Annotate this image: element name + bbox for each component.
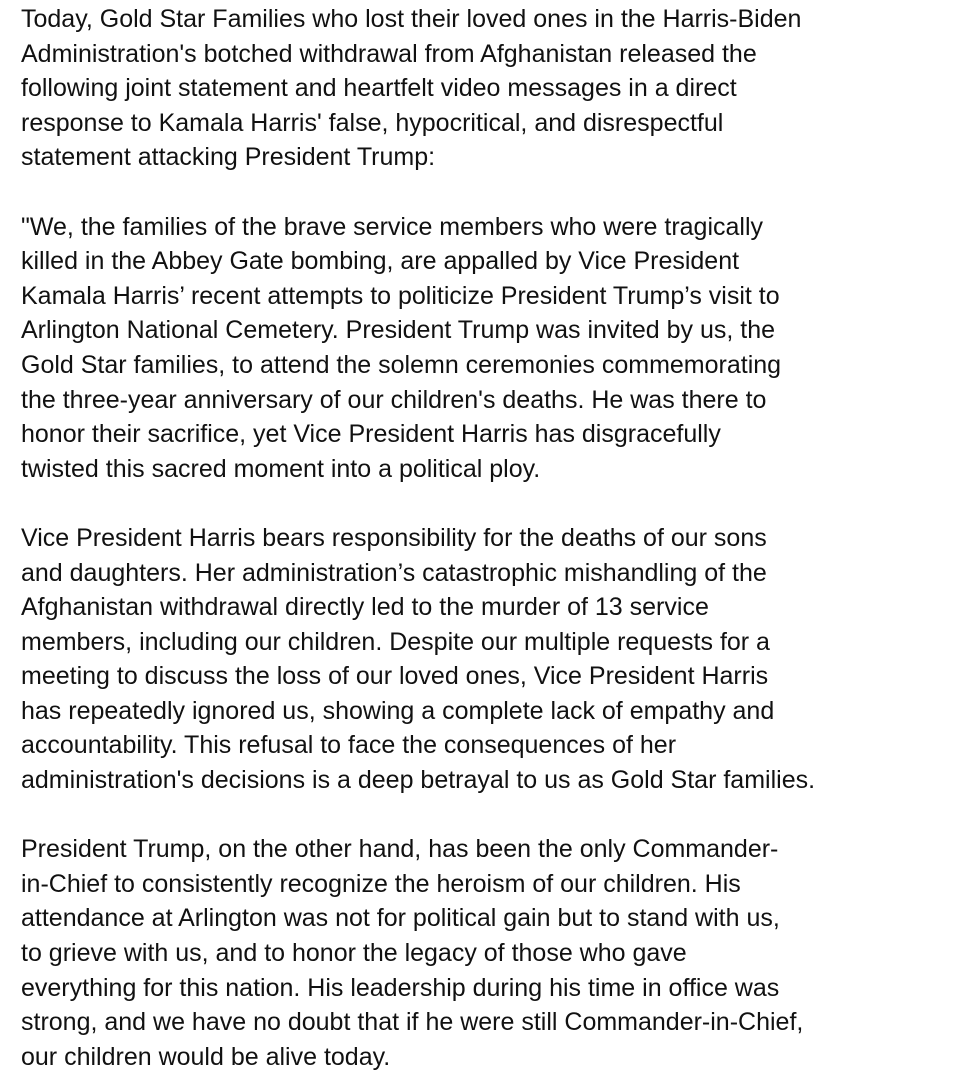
text-line: members, including our children. Despite our multiple requests for a xyxy=(21,627,770,656)
text-line: twisted this sacred moment into a political ploy. xyxy=(21,454,541,483)
text-line: President Trump, on the other hand, has been the only Commander- xyxy=(21,835,779,864)
text-line: attendance at Arlington was not for political gain but to stand with us, xyxy=(21,904,780,933)
paragraph-responsibility xyxy=(21,521,951,798)
paragraph-trump xyxy=(21,832,951,1074)
text-line: statement attacking President Trump: xyxy=(21,143,436,172)
text-line: response to Kamala Harris' false, hypocritical, and disrespectful xyxy=(21,108,724,137)
text-line: Administration's botched withdrawal from Afghanistan released the xyxy=(21,39,757,68)
text-line: accountability. This refusal to face the consequences of her xyxy=(21,731,677,760)
text-line: to grieve with us, and to honor the legacy of those who gave xyxy=(21,939,687,968)
text-line: our children would be alive today. xyxy=(21,1042,391,1071)
text-line: "We, the families of the brave service members who were tragically xyxy=(21,212,764,241)
text-line: and daughters. Her administration’s catastrophic mishandling of the xyxy=(21,558,767,587)
statement-document xyxy=(21,2,951,1074)
paragraph-intro xyxy=(21,2,951,175)
text-line: has repeatedly ignored us, showing a complete lack of empathy and xyxy=(21,696,775,725)
text-line: Afghanistan withdrawal directly led to the murder of 13 service xyxy=(21,593,709,622)
text-line: honor their sacrifice, yet Vice President Harris has disgracefully xyxy=(21,420,721,449)
text-line: meeting to discuss the loss of our loved ones, Vice President Harris xyxy=(21,662,769,691)
text-line: Kamala Harris’ recent attempts to politicize President Trump’s visit to xyxy=(21,281,780,310)
text-line: everything for this nation. His leadership during his time in office was xyxy=(21,973,780,1002)
text-line: strong, and we have no doubt that if he were still Commander-in-Chief, xyxy=(21,1008,804,1037)
text-line: Today, Gold Star Families who lost their loved ones in the Harris-Biden xyxy=(21,5,802,33)
text-line: in-Chief to consistently recognize the heroism of our children. His xyxy=(21,869,741,898)
text-line: killed in the Abbey Gate bombing, are appalled by Vice President xyxy=(21,247,740,276)
text-line: the three-year anniversary of our children's deaths. He was there to xyxy=(21,385,767,414)
text-line: administration's decisions is a deep betrayal to us as Gold Star families. xyxy=(21,766,816,795)
text-line: following joint statement and heartfelt video messages in a direct xyxy=(21,74,737,103)
text-line: Vice President Harris bears responsibility for the deaths of our sons xyxy=(21,523,767,552)
text-line: Arlington National Cemetery. President Trump was invited by us, the xyxy=(21,316,776,345)
paragraph-statement-opening xyxy=(21,210,951,487)
text-line: Gold Star families, to attend the solemn ceremonies commemorating xyxy=(21,350,782,379)
